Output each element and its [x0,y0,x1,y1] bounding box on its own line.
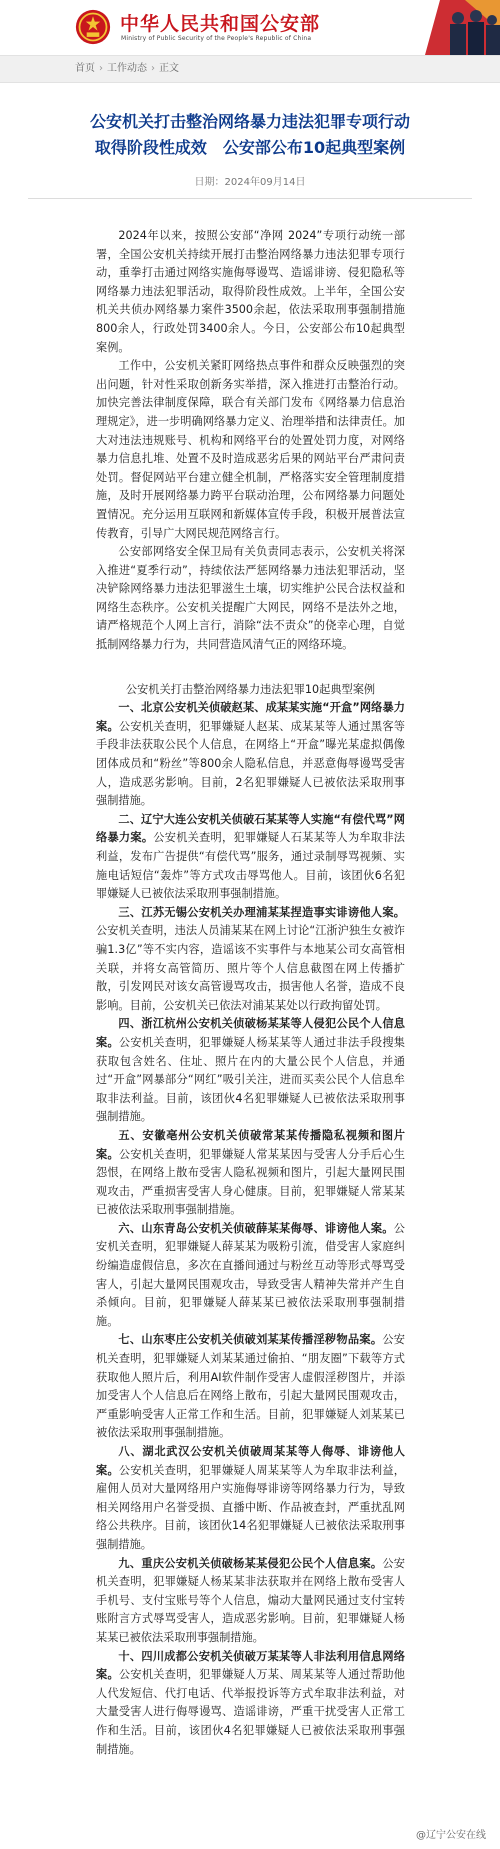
paragraph-statement: 公安部网络安全保卫局有关负责同志表示，公安机关将深入推进“夏季行动”，持续依法严惩网络暴力违法犯罪活动，坚决铲除网络暴力违法犯罪滋生土壤，切实维护公民合法权益和网络生态秩序。公安机关提醒广大网民，网络不是法外之地，请严格规范个人网上言行，消除“法不责众”的侥幸心理，自觉抵制网络暴力行为，共同营造风清气正的网络环境。 [96,545,405,652]
case-text: 公安机关查明，犯罪嫌疑人常某某因与受害人分手后心生怨恨，在网络上散布受害人隐私视频和图片，引起大量网民围观攻击，严重损害受害人身心健康。目前，犯罪嫌疑人常某某已被依法采取刑事强制措施。 [96,1147,405,1217]
case-heading: 九、重庆公安机关侦破杨某某侵犯公民个人信息案。 [118,1556,383,1570]
divider [28,198,472,199]
case-heading: 二、辽宁大连公安机关侦破石某某等人实施“有偿代骂”网络暴力案。 [96,812,405,845]
breadcrumb-separator: › [99,63,103,74]
case-text: 公安机关查明，违法人员浦某某在网上讨论“江浙沪独生女被诈骗1.3亿”等不实内容，造谣该不实事件与本地某公司女高管相关联，并将女高管简历、照片等个人信息截图在网上传播扩散，引发网民对该女高管谩骂攻击，损害他人名誉，造成不良影响。目前，公安机关已依法对浦某某处以行政拘留处罚。 [96,924,405,1012]
breadcrumb-separator: › [151,63,155,74]
case-item [96,1015,405,1127]
case-heading: 四、浙江杭州公安机关侦破杨某某等人侵犯公民个人信息案。 [96,1017,405,1049]
case-text: 公安机关查明，犯罪嫌疑人杨某某非法获取并在网络上散布受害人手机号、支付宝账号等个人信息，煽动大量网民通过支付宝转账附言方式辱骂受害人，造成恶劣影响。目前，犯罪嫌疑人杨某某已被依法采取刑事强制措施。 [96,1556,405,1644]
case-item [96,1220,405,1332]
case-text: 公安机关查明，犯罪嫌疑人万某、周某某等人通过帮助他人代发短信、代打电话、代举报投诉等方式牟取非法利益，对大量受害人进行侮辱谩骂、造谣诽谤，严重干扰受害人正常工作和生活。目前，该团伙4名犯罪嫌疑人已被依法采取刑事强制措施。 [96,1668,405,1756]
breadcrumb-home[interactable]: 首页 [75,63,95,74]
case-item [96,1443,405,1555]
case-item [96,1127,405,1220]
case-item [96,1555,405,1648]
breadcrumb-work-news[interactable]: 工作动态 [107,63,147,74]
case-item [96,699,405,811]
case-text: 公安机关查明，犯罪嫌疑人杨某某等人通过非法手段搜集获取包含姓名、住址、照片在内的大量公民个人信息，并通过“开盒”网暴部分“网红”吸引关注，进而买卖公民个人信息牟取非法利益。目前，该团伙4名犯罪嫌疑人已被依法采取刑事强制措施。 [96,1035,405,1124]
case-heading: 十、四川成都公安机关侦破万某某等人非法利用信息网络案。 [96,1649,405,1682]
case-text: 公安机关查明，犯罪嫌疑人周某某等人为牟取非法利益，雇佣人员对大量网络用户实施侮辱诽谤等网络暴力行为，导致相关网络用户名誉受损、直播中断、作品被查封，严重扰乱网络公共秩序。目前，该团伙14名犯罪嫌疑人已被依法采取刑事强制措施。 [96,1463,405,1551]
case-text: 公安机关查明，犯罪嫌疑人薛某某为吸粉引流，借受害人家庭纠纷编造虚假信息，多次在直播间通过与粉丝互动等形式辱骂受害人，引起大量网民围观攻击，导致受害人精神失常并产生自杀倾向。目前，犯罪嫌疑人薛某某已被依法采取刑事强制措施。 [96,1221,405,1328]
case-heading: 一、北京公安机关侦破赵某、成某某实施“开盒”网络暴力案。 [96,701,405,733]
breadcrumb [0,55,500,83]
article-title-line-2: 取得阶段性成效 公安部公布10起典型案例 [94,138,406,157]
case-text: 公安机关查明，犯罪嫌疑人石某某等人为牟取非法利益，发布广告提供“有偿代骂”服务，通过录制辱骂视频、实施电话短信“轰炸”等方式攻击辱骂他人。目前，该团伙6名犯罪嫌疑人已被依法采取刑事强制措施。 [96,831,405,901]
national-emblem-icon [75,9,111,45]
spacer [96,655,405,681]
police-figures-image [410,0,500,55]
case-heading: 七、山东枣庄公安机关侦破刘某某传播淫秽物品案。 [118,1333,383,1347]
case-heading: 六、山东青岛公安机关侦破薛某某侮辱、诽谤他人案。 [118,1221,394,1235]
case-item [96,811,405,904]
case-text: 公安机关查明，犯罪嫌疑人赵某、成某某等人通过黑客等手段非法获取公民个人信息，在网络上“开盒”曝光某虚拟偶像团体成员和“粉丝”等800余人隐私信息，并恶意侮辱谩骂受害人，造成恶劣影响。目前，2名犯罪嫌疑人已被依法采取刑事强制措施。 [96,719,405,808]
article-body [96,227,405,1759]
site-header [0,0,500,55]
case-list-title: 公安机关打击整治网络暴力违法犯罪10起典型案例 [125,682,376,696]
case-heading: 八、湖北武汉公安机关侦破周某某等人侮辱、诽谤他人案。 [96,1445,405,1477]
site-title: 中华人民共和国公安部 [120,13,321,35]
paragraph-intro: 2024年以来，按照公安部“净网 2024”专项行动统一部署，全国公安机关持续开展打击整治网络暴力违法犯罪专项行动，重拳打击通过网络实施侮辱谩骂、造谣诽谤、侵犯隐私等网络暴力违法犯罪活动，取得阶段性成效。上半年，全国公安机关共侦办网络暴力案件3500余起，依法采取刑事强制措施800余人，行政处罚3400余人。今日，公安部公布10起典型案例。 [96,229,405,354]
article-title-line-1: 公安机关打击整治网络暴力违法犯罪专项行动 [89,112,410,131]
case-text: 公安机关查明，犯罪嫌疑人刘某某通过偷拍、“朋友圈”下载等方式获取他人照片后，利用AI软件制作受害人虚假淫秽图片，并添加受害人个人信息后在网络上散布，引起大量网民围观攻击，严重影响受害人正常工作和生活。目前，犯罪嫌疑人刘某某已被依法采取刑事强制措施。 [96,1333,405,1440]
article-title [30,109,470,161]
case-item [96,1648,405,1760]
case-heading: 五、安徽亳州公安机关侦破常某某传播隐私视频和图片案。 [96,1128,405,1161]
case-item [96,904,405,1016]
source-watermark: @辽宁公安在线 [416,1830,486,1841]
case-item [96,1331,405,1443]
case-heading: 三、江苏无锡公安机关办理浦某某捏造事实诽谤他人案。 [118,905,405,919]
site-subtitle: Ministry of Public Security of the People's Republic of China [121,35,312,42]
paragraph-work: 工作中，公安机关紧盯网络热点事件和群众反映强烈的突出问题，针对性采取创新务实举措，深入推进打击整治行动。加快完善法律制度保障，联合有关部门发布《网络暴力信息治理规定》，进一步明确网络暴力定义、治理举措和法律责任。加大对违法违规账号、机构和网络平台的处置处罚力度，对网络暴力信息扎堆、处置不及时造成恶劣后果的网站平台严肃问责处罚。督促网站平台建立健全机制，严格落实安全管理制度措施，及时开展网络暴力跨平台联动治理，公布网络暴力问题处置情况。充分运用互联网和新媒体宣传手段，积极开展普法宣传教育，引导广大网民规范网络言行。 [96,359,405,540]
breadcrumb-current: 正文 [159,63,179,74]
article-date: 日期：2024年09月14日 [194,177,306,188]
